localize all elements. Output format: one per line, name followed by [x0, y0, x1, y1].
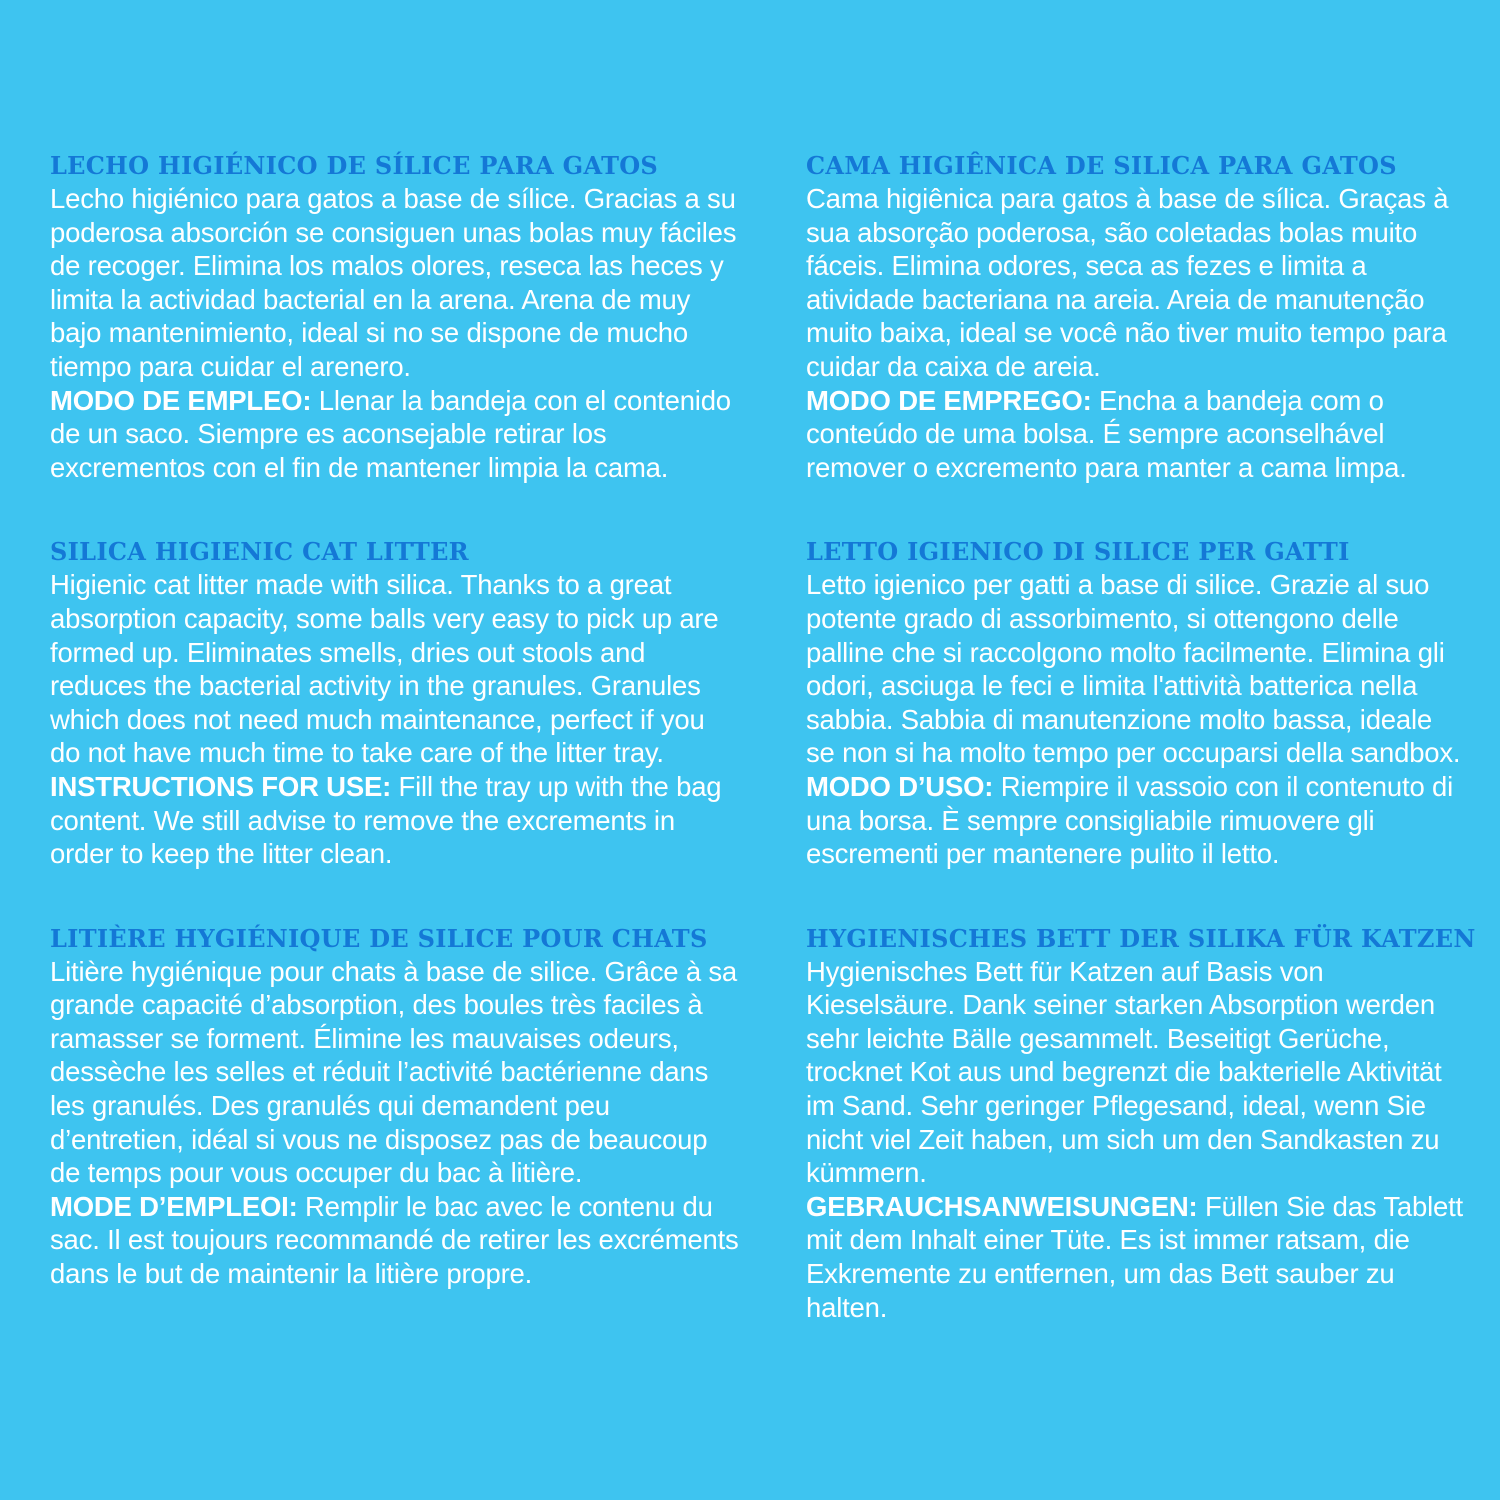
- description-text: Letto igienico per gatti a base di silice. Grazie al suo potente grado di assorbimento, si ottengono delle palline che si raccolgono molto facilmente. Elimina gli odori, asciuga le feci e limita l'attività batterica nella sabbia. Sabbia di manutenzione molto bassa, ideale se non si ha molto tempo per occuparsi della sandbox.: [806, 569, 1461, 769]
- description-text: Hygienisches Bett für Katzen auf Basis von Kieselsäure. Dank seiner starken Absorption werden sehr leichte Bälle gesammelt. Beseitigt Gerüche, trocknet Kot aus und begrenzt die bakterielle Aktivität im Sand. Sehr geringer Pflegesand, ideal, wenn Sie nicht viel Zeit haben, um sich um den Sandkasten zu kümmern.: [806, 955, 1442, 1189]
- instructions-text: Füllen Sie das Tablett mit dem Inhalt einer Tüte. Es ist immer ratsam, die Exkremente zu entfernen, um das Bett sauber zu halten.: [806, 1190, 1463, 1323]
- section-body: [50, 182, 740, 484]
- section-title: HYGIENISCHES BETT DER SILIKA FÜR KATZEN: [806, 923, 1476, 953]
- section-title: SILICA HIGIENIC CAT LITTER: [50, 537, 469, 567]
- instructions-label: MODO D’USO:: [806, 770, 994, 802]
- right-column: [806, 150, 1476, 1324]
- section-body: [806, 568, 1466, 870]
- section-title: LETTO IGIENICO DI SILICE PER GATTI: [806, 537, 1350, 567]
- description-text: Lecho higiénico para gatos a base de sílice. Gracias a su poderosa absorción se consiguen unas bolas muy fáciles de recoger. Elimina los malos olores, reseca las heces y limita la actividad bacterial en la arena. Arena de muy bajo mantenimiento, ideal si no se dispone de mucho tiempo para cuidar el arenero.: [50, 183, 737, 382]
- section-body: [50, 568, 740, 870]
- section-body: [806, 955, 1466, 1325]
- instructions-label: GEBRAUCHSANWEISUNGEN:: [806, 1190, 1198, 1222]
- instructions-text: Remplir le bac avec le contenu du sac. Il est toujours recommandé de retirer les excréments dans le but de maintenir la litière propre.: [50, 1190, 739, 1290]
- section-spanish: [50, 150, 740, 484]
- section-title: LECHO HIGIÉNICO DE SÍLICE PARA GATOS: [50, 151, 659, 180]
- section-italian: [806, 536, 1466, 870]
- instructions-label: INSTRUCTIONS FOR USE:: [50, 770, 392, 802]
- instructions-text: Encha a bandeja com o conteúdo de uma bolsa. É sempre aconselhável remover o excremento para manter a cama limpa.: [806, 384, 1407, 483]
- description-text: Litière hygiénique pour chats à base de silice. Grâce à sa grande capacité d’absorption, des boules très faciles à ramasser se forment. Élimine les mauvaises odeurs, dessèche les selles et réduit l’activité bactérienne dans les granulés. Des granulés qui demandent peu d’entretien, idéal si vous ne disposez pas de beaucoup de temps pour vous occuper du bac à litière.: [50, 955, 738, 1189]
- section-body: [50, 955, 740, 1291]
- section-english: [50, 536, 740, 870]
- section-title: LITIÈRE HYGIÉNIQUE DE SILICE POUR CHATS: [50, 923, 708, 953]
- instructions-label: MODE D’EMPLEOI:: [50, 1190, 298, 1222]
- instructions-label: MODO DE EMPLEO:: [50, 384, 312, 416]
- instructions-text: Riempire il vassoio con il contenuto di una borsa. È sempre consigliabile rimuovere gli escrementi per mantenere pulito il letto.: [806, 770, 1453, 870]
- section-portuguese: [806, 150, 1466, 484]
- left-column: [50, 150, 740, 1291]
- section-french: [50, 923, 740, 1291]
- instructions-text: Llenar la bandeja con el contenido de un saco. Siempre es aconsejable retirar los excrementos con el fin de mantener limpia la cama.: [50, 384, 731, 483]
- instructions-text: Fill the tray up with the bag content. We still advise to remove the excrements in order to keep the litter clean.: [50, 770, 722, 870]
- description-text: Cama higiênica para gatos à base de sílica. Graças à sua absorção poderosa, são coletadas bolas muito fáceis. Elimina odores, seca as fezes e limita a atividade bacteriana na areia. Areia de manutenção muito baixa, ideal se você não tiver muito tempo para cuidar da caixa de areia.: [806, 183, 1449, 382]
- section-title: CAMA HIGIÊNICA DE SILICA PARA GATOS: [806, 151, 1397, 180]
- section-german: [806, 923, 1476, 1325]
- description-text: Higienic cat litter made with silica. Thanks to a great absorption capacity, some balls very easy to pick up are formed up. Eliminates smells, dries out stools and reduces the bacterial activity in the granules. Granules which does not need much maintenance, perfect if you do not have much time to take care of the litter tray.: [50, 569, 719, 769]
- instructions-label: MODO DE EMPREGO:: [806, 384, 1092, 416]
- section-body: [806, 182, 1466, 484]
